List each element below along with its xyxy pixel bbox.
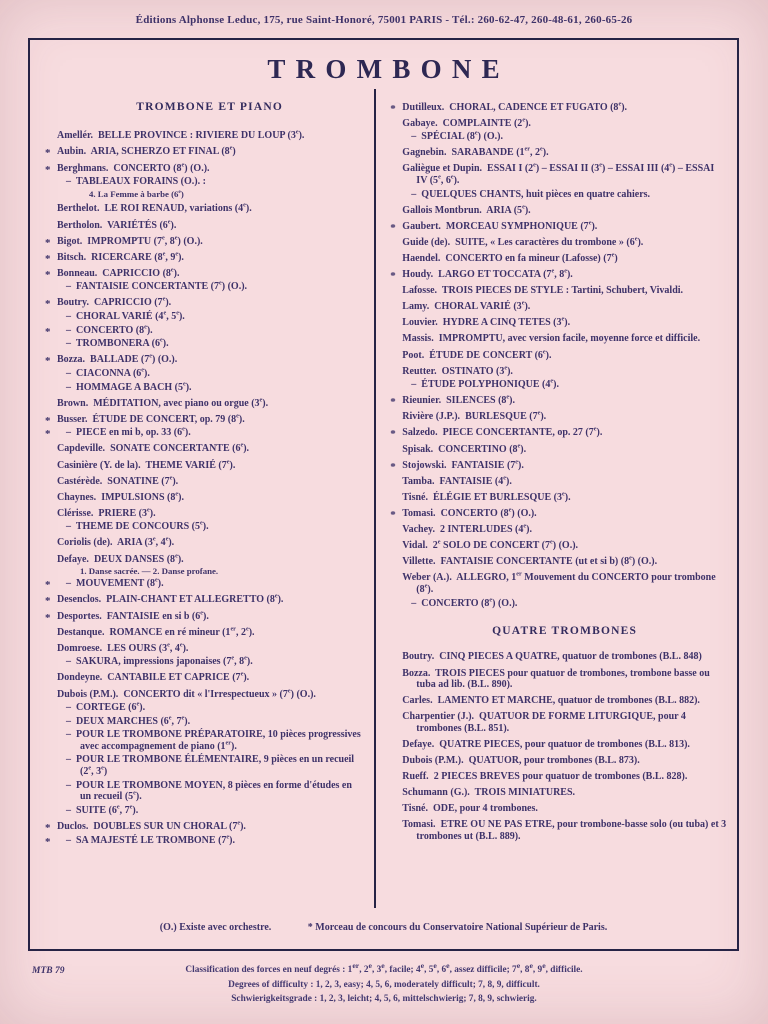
- work-title: CIACONNA (6e).: [76, 366, 150, 379]
- composer-name: Berghmans.: [57, 162, 109, 174]
- composer-name: Boutry.: [402, 651, 435, 663]
- catalog-entry: [402, 492, 727, 504]
- work-title: CONCERTO en fa mineur (Lafosse) (7e): [445, 251, 618, 264]
- same-author-dash: –: [66, 521, 71, 533]
- composer-name: Gagnebin.: [402, 147, 447, 159]
- catalog-entry: [402, 118, 727, 130]
- work-title: TROIS PIECES pour quatuor de trombones, trombone basse ou tuba ad lib. (B.L. 890).: [416, 667, 710, 691]
- catalog-entry: [45, 296, 362, 311]
- same-author-dash: –: [411, 379, 417, 391]
- work-title: MOUVEMENT (8e).: [76, 577, 164, 590]
- composer-name: Guide (de).: [402, 236, 451, 248]
- concours-star-marker: *: [45, 298, 51, 311]
- work-title: CONCERTO (8e) (O.).: [440, 506, 537, 519]
- catalog-entry: [45, 234, 362, 249]
- composer-name: Rieunier.: [402, 395, 442, 407]
- composer-name: Weber (A.).: [402, 572, 452, 584]
- composer-name: Charpentier (J.).: [402, 711, 475, 723]
- composer-name: Bitsch.: [57, 251, 87, 263]
- work-title: LARGO ET TOCCATA (7e, 8e).: [438, 267, 573, 281]
- catalog-entry: [402, 540, 727, 552]
- work-title: SUITE, « Les caractères du trombone » (6e).: [455, 235, 644, 248]
- same-author-dash: –: [66, 176, 71, 188]
- catalog-entry: [402, 317, 727, 329]
- composer-name: Bigot.: [57, 235, 83, 247]
- work-title: SUITE (6e, 7e).: [76, 803, 139, 816]
- catalog-entry: [57, 460, 362, 472]
- entry-note: 1. Danse sacrée. — 2. Danse profane.: [80, 566, 219, 577]
- catalog-entry: [390, 267, 727, 283]
- catalog-entry: [402, 333, 727, 345]
- catalog-entry: [402, 366, 727, 378]
- same-author-dash: –: [66, 779, 71, 791]
- composer-name: Tisné.: [402, 803, 428, 815]
- catalog-entry: [402, 711, 727, 734]
- footnote-concours: * Morceau de concours du Conservatoire National Supérieur de Paris.: [307, 922, 608, 933]
- composer-name: Castérède.: [57, 475, 103, 487]
- catalog-entry: [66, 338, 362, 350]
- column-trombone-et-piano: [30, 97, 374, 908]
- catalog-entry: [66, 716, 362, 728]
- work-title: CORTEGE (6e).: [76, 700, 146, 714]
- catalog-entry: [66, 729, 362, 752]
- composer-name: Bonneau.: [57, 267, 98, 279]
- same-author-dash: –: [66, 281, 71, 293]
- catalog-entry: [45, 577, 362, 592]
- catalog-entry: [411, 379, 727, 391]
- work-title: CONCERTO dit « l'Irrespectueux » (7e) (O.).: [123, 687, 316, 700]
- same-author-dash: –: [66, 804, 71, 816]
- classification-en: Degrees of difficulty : 1, 2, 3, easy; 4, 5, 6, moderately difficult; 7, 8, 9, difficult.: [228, 979, 540, 990]
- catalog-entry: [66, 281, 362, 293]
- composer-name: Reutter.: [402, 365, 437, 377]
- same-author-dash: –: [66, 656, 71, 668]
- composer-name: Desportes.: [57, 610, 102, 622]
- work-title: SARABANDE (1er, 2e).: [451, 145, 549, 159]
- composer-name: Brown.: [57, 397, 89, 409]
- work-title: CONCERTO (8e) (O.).: [421, 596, 518, 609]
- work-title: DEUX MARCHES (6e, 7e).: [76, 714, 191, 727]
- composer-name: Amellér.: [57, 130, 94, 142]
- composer-name: Domroese.: [57, 642, 103, 654]
- composer-name: Casinière (Y. de la).: [57, 459, 141, 471]
- work-title: MORCEAU SYMPHONIQUE (7e).: [445, 219, 598, 232]
- catalog-entry: [66, 780, 362, 803]
- composer-name: Poot.: [402, 349, 425, 361]
- catalog-entry: [402, 695, 727, 707]
- work-title: CANTABILE ET CAPRICE (7e).: [107, 671, 250, 684]
- entry-list-right: [390, 100, 727, 610]
- composer-name: Rivière (J.P.).: [402, 411, 461, 423]
- work-title: FANTAISIE (4e).: [439, 474, 512, 487]
- same-author-dash: –: [66, 729, 71, 741]
- work-title: SAKURA, impressions japonaises (7e, 8e).: [76, 655, 253, 668]
- catalog-columns: [30, 91, 737, 908]
- work-title: 2 PIECES BREVES pour quatuor de trombones (B.L. 828).: [433, 771, 688, 783]
- concours-star-marker: *: [45, 428, 51, 441]
- catalog-entry: [45, 593, 362, 608]
- work-title: QUATRE PIECES, pour quatuor de trombones (B.L. 813).: [439, 738, 690, 750]
- concours-star-marker: *: [45, 268, 51, 281]
- composer-name: Villette.: [402, 556, 436, 568]
- same-author-dash: –: [411, 597, 417, 609]
- catalog-entry: [57, 443, 362, 455]
- composer-name: Vachey.: [402, 524, 435, 536]
- work-title: LES OURS (3e, 4e).: [107, 641, 189, 654]
- composer-name: Tamba.: [402, 475, 435, 487]
- work-title: SONATE CONCERTANTE (6e).: [110, 442, 250, 455]
- work-title: ETRE OU NE PAS ETRE, pour trombone-basse solo (ou tuba) et 3 trombones ut (B.L. 889).: [416, 819, 727, 843]
- work-title: ÉTUDE DE CONCERT (6e).: [429, 348, 552, 361]
- concours-star-marker: *: [390, 396, 396, 409]
- catalog-entry: [402, 301, 727, 313]
- work-title: POUR LE TROMBONE MOYEN, 8 pièces en forme d'études en un recueil (5e).: [76, 779, 352, 803]
- plate-number: MTB 79: [32, 966, 65, 976]
- same-author-dash: –: [66, 367, 71, 379]
- work-title: CAPRICCIO (7e).: [93, 296, 172, 309]
- concours-star-marker: *: [45, 579, 51, 592]
- concours-star-marker: *: [45, 163, 51, 176]
- concours-star-marker: *: [390, 428, 396, 441]
- catalog-box: [28, 38, 739, 951]
- catalog-entry: [66, 805, 362, 817]
- section-heading-quatre-trombones: QUATRE TROMBONES: [492, 625, 638, 638]
- publisher-line: Éditions Alphonse Leduc, 175, rue Saint-Honoré, 75001 PARIS - Tél.: 260-62-47, 260-48-61, 260-65-26: [135, 14, 633, 26]
- concours-star-marker: *: [45, 325, 51, 338]
- work-title: ÉTUDE POLYPHONIQUE (4e).: [421, 377, 559, 391]
- work-title: DEUX DANSES (8e).: [93, 552, 184, 565]
- work-title: CAPRICCIO (8e).: [102, 266, 180, 279]
- catalog-entry: [402, 787, 727, 799]
- catalog-entry: [402, 350, 727, 362]
- work-title: CINQ PIECES A QUATRE, quatuor de trombones (B.L. 848): [439, 651, 702, 663]
- same-author-dash: –: [66, 338, 71, 350]
- work-title: ROMANCE en ré mineur (1er, 2e).: [109, 625, 255, 638]
- composer-name: Tisné.: [402, 491, 428, 503]
- work-title: MÉDITATION, avec piano ou orgue (3e).: [93, 396, 269, 409]
- catalog-entry: [57, 537, 362, 549]
- composer-name: Dubois (P.M.).: [57, 688, 119, 700]
- composer-name: Haendel.: [402, 252, 441, 264]
- same-author-dash: –: [66, 311, 71, 323]
- concours-star-marker: *: [45, 236, 51, 249]
- composer-name: Louvier.: [402, 317, 438, 329]
- work-title: POUR LE TROMBONE ÉLÉMENTAIRE, 9 pièces en un recueil (2e, 3e): [76, 754, 355, 778]
- work-title: FANTAISIE CONCERTANTE (7e) (O.).: [76, 280, 248, 293]
- composer-name: Berthelot.: [57, 203, 100, 215]
- composer-name: Tomasi.: [402, 819, 436, 831]
- catalog-entry: [66, 702, 362, 714]
- page-title: TROMBONE: [267, 54, 510, 84]
- concours-star-marker: *: [390, 221, 396, 234]
- catalog-entry: [66, 656, 362, 668]
- catalog-entry: [45, 145, 362, 160]
- composer-name: Chaynes.: [57, 491, 97, 503]
- work-title: 2 INTERLUDES (4e).: [440, 522, 532, 536]
- work-title: SA MAJESTÉ LE TROMBONE (7e).: [76, 833, 235, 846]
- catalog-entry: [57, 398, 362, 410]
- same-author-dash: –: [66, 324, 71, 336]
- catalog-entry: [66, 382, 362, 394]
- work-title: ESSAI I (2e) – ESSAI II (3e) – ESSAI III (4e) – ESSAI IV (5e, 6e).: [416, 162, 715, 186]
- work-title: CHORAL VARIÉ (4e, 5e).: [76, 309, 185, 323]
- work-title: PIECE en mi b, op. 33 (6e).: [76, 425, 191, 439]
- catalog-entry: [390, 506, 727, 521]
- work-title: TROMBONERA (6e).: [75, 336, 169, 350]
- work-title: ALLEGRO, 1er Mouvement du CONCERTO pour trombone (8e).: [416, 570, 716, 595]
- catalog-entry: [402, 739, 727, 751]
- concours-star-marker: *: [45, 611, 51, 624]
- catalog-entry: [402, 668, 727, 691]
- catalog-entry: [402, 411, 727, 423]
- catalog-entry: [411, 189, 727, 201]
- work-title: SONATINE (7e).: [107, 474, 179, 487]
- work-title: TABLEAUX FORAINS (O.). :: [75, 176, 206, 188]
- work-title: LE ROI RENAUD, variations (4e).: [104, 202, 252, 215]
- composer-name: Bozza.: [57, 354, 86, 366]
- work-title: IMPULSIONS (8e).: [101, 490, 184, 503]
- work-title: SILENCES (8e).: [446, 393, 516, 407]
- catalog-entry: [57, 672, 362, 684]
- entry-list-quatre-trombones: [402, 651, 727, 842]
- composer-name: Vidal.: [402, 540, 428, 552]
- entry-note: 4. La Femme à barbe (6e): [89, 188, 184, 199]
- catalog-entry: [45, 412, 362, 427]
- catalog-entry: [402, 755, 727, 767]
- catalog-entry: [402, 253, 727, 265]
- same-author-dash: –: [66, 754, 71, 766]
- catalog-entry: [66, 368, 362, 380]
- classification-de: Schwierigkeitsgrade : 1, 2, 3, leicht; 4, 5, 6, mittelschwierig; 7, 8, 9, schwierig.: [231, 993, 537, 1004]
- composer-name: Defaye.: [402, 738, 435, 750]
- catalog-entry: [66, 176, 362, 199]
- catalog-entry: [57, 203, 362, 215]
- work-title: CONCERTO (8e).: [76, 323, 153, 336]
- concours-star-marker: *: [45, 835, 51, 848]
- work-title: ODE, pour 4 trombones.: [432, 803, 538, 815]
- work-title: POUR LE TROMBONE PRÉPARATOIRE, 10 pièces progressives avec accompagnement de piano (1er).: [76, 729, 361, 752]
- composer-name: Clérisse.: [57, 507, 94, 519]
- composer-name: Destanque.: [57, 626, 105, 638]
- work-title: ÉTUDE DE CONCERT, op. 79 (8e).: [92, 412, 245, 425]
- composer-name: Galiègue et Dupin.: [402, 163, 483, 175]
- work-title: THEME VARIÉ (7e).: [145, 458, 236, 471]
- catalog-entry: [66, 311, 362, 323]
- work-title: CHORAL, CADENCE ET FUGATO (8e).: [449, 100, 628, 113]
- same-author-dash: –: [66, 381, 71, 393]
- composer-name: Schumann (G.).: [402, 787, 470, 799]
- work-title: CONCERTO (8e) (O.).: [113, 161, 210, 174]
- catalog-entry: [402, 556, 727, 568]
- entry-list-trombone-et-piano: [45, 129, 362, 848]
- catalog-entry: [402, 147, 727, 159]
- composer-name: Houdy.: [402, 269, 434, 281]
- work-title: BELLE PROVINCE : RIVIERE DU LOUP (3e).: [98, 129, 305, 142]
- work-title: QUATUOR, pour trombones (B.L. 873).: [468, 755, 640, 767]
- catalog-entry: [402, 819, 727, 842]
- catalog-entry: [390, 219, 727, 234]
- catalog-entry: [57, 627, 362, 639]
- catalog-entry: [45, 353, 362, 368]
- composer-name: Capdeville.: [57, 443, 106, 455]
- same-author-dash: –: [66, 427, 71, 439]
- same-author-dash: –: [411, 131, 417, 143]
- composer-name: Salzedo.: [402, 427, 438, 439]
- same-author-dash: –: [411, 188, 417, 200]
- composer-name: Dubois (P.M.).: [402, 755, 464, 767]
- catalog-entry: [402, 803, 727, 815]
- composer-name: Coriolis (de).: [57, 537, 113, 549]
- concours-star-marker: *: [390, 508, 396, 521]
- concours-star-marker: *: [45, 821, 51, 834]
- composer-name: Duclos.: [57, 820, 89, 832]
- composer-name: Tomasi.: [402, 507, 436, 519]
- work-title: QUATUOR DE FORME LITURGIQUE, pour 4 trombones (B.L. 851).: [416, 711, 686, 734]
- catalog-entry: [45, 833, 362, 848]
- work-title: COMPLAINTE (2e).: [442, 116, 531, 129]
- catalog-entry: [402, 572, 727, 595]
- work-title: FANTAISIE en si b (6e).: [106, 609, 209, 622]
- composer-name: Busser.: [57, 413, 88, 425]
- catalog-entry: [66, 521, 362, 533]
- composer-name: Spisak.: [402, 443, 434, 455]
- concours-star-marker: *: [390, 460, 396, 473]
- work-title: ARIA, SCHERZO ET FINAL (8e): [90, 145, 236, 158]
- composer-name: Dondeyne.: [57, 672, 103, 684]
- work-title: 2e SOLO DE CONCERT (7e) (O.).: [432, 538, 579, 552]
- work-title: BURLESQUE (7e).: [465, 410, 547, 423]
- catalog-entry: [66, 754, 362, 777]
- composer-name: Defaye.: [57, 553, 89, 565]
- classification-fr: Classification des forces en neuf degrés : 1er, 2e, 3e, facile; 4e, 5e, 6e, assez difficile; 7e, 8e, 9e, difficile.: [185, 961, 583, 976]
- catalog-entry: [57, 689, 362, 701]
- work-title: IMPROMPTU, avec version facile, moyenne force et difficile.: [438, 333, 701, 345]
- work-title: SPÉCIAL (8e) (O.).: [421, 129, 503, 143]
- work-title: PIECE CONCERTANTE, op. 27 (7e).: [442, 426, 603, 439]
- catalog-entry: [45, 250, 362, 265]
- catalog-entry: [402, 524, 727, 536]
- composer-name: Gallois Montbrun.: [402, 204, 482, 216]
- work-title: VARIÉTÉS (6e).: [107, 218, 177, 231]
- composer-name: Bozza.: [402, 667, 431, 679]
- concours-star-marker: *: [45, 252, 51, 265]
- work-title: LAMENTO ET MARCHE, quatuor de trombones (B.L. 882).: [437, 695, 700, 707]
- composer-name: Bertholon.: [57, 219, 103, 231]
- catalog-entry: [57, 130, 362, 142]
- composer-name: Gabaye.: [402, 117, 438, 129]
- work-title: PLAIN-CHANT ET ALLEGRETTO (8e).: [106, 593, 284, 606]
- composer-name: Gaubert.: [402, 220, 441, 232]
- work-title: FANTAISIE (7e).: [451, 458, 524, 471]
- work-title: TROIS MINIATURES.: [474, 787, 576, 799]
- concours-star-marker: *: [390, 270, 396, 283]
- catalog-entry: [402, 205, 727, 217]
- column-divider: [374, 89, 376, 908]
- composer-name: Massis.: [402, 333, 434, 345]
- composer-name: Boutry.: [57, 297, 89, 309]
- catalog-entry: [390, 426, 727, 441]
- composer-name: Lamy.: [402, 301, 430, 313]
- catalog-entry: [390, 100, 727, 115]
- catalog-entry: [402, 651, 727, 663]
- catalog-entry: [57, 643, 362, 655]
- catalog-entry: [57, 554, 362, 577]
- catalog-entry: [45, 609, 362, 624]
- concours-star-marker: *: [45, 147, 51, 160]
- concours-star-marker: *: [390, 102, 396, 115]
- column-right: [374, 97, 737, 908]
- work-title: ARIA (3e, 4e).: [117, 536, 175, 549]
- work-title: DOUBLES SUR UN CHORAL (7e).: [93, 819, 246, 832]
- composer-name: Aubin.: [57, 146, 87, 158]
- catalog-entry: [57, 508, 362, 520]
- catalog-entry: [57, 492, 362, 504]
- footer-classification: [0, 960, 768, 1006]
- catalog-entry: [45, 323, 362, 338]
- concours-star-marker: *: [45, 355, 51, 368]
- catalog-entry: [390, 458, 727, 473]
- work-title: OSTINATO (3e).: [441, 364, 513, 377]
- footnote-orchestra: (O.) Existe avec orchestre.: [159, 922, 272, 933]
- work-title: ÉLÉGIE ET BURLESQUE (3e).: [432, 490, 571, 503]
- work-title: CHORAL VARIÉ (3e).: [434, 299, 531, 313]
- catalog-entry: [390, 393, 727, 409]
- work-title: PRIERE (3e).: [98, 506, 156, 519]
- concours-star-marker: *: [45, 595, 51, 608]
- catalog-entry: [411, 598, 727, 610]
- catalog-entry: [402, 237, 727, 249]
- composer-name: Stojowski.: [402, 459, 447, 471]
- catalog-entry: [402, 771, 727, 783]
- catalog-entry: [402, 476, 727, 488]
- work-title: HOMMAGE A BACH (5e).: [76, 380, 192, 393]
- catalog-entry: [402, 163, 727, 186]
- work-title: ARIA (5e).: [486, 203, 531, 216]
- catalog-entry: [57, 220, 362, 232]
- catalog-entry: [402, 444, 727, 456]
- catalog-entry: [402, 285, 727, 297]
- work-title: RICERCARE (8e, 9e).: [91, 250, 184, 263]
- composer-name: Desenclos.: [57, 594, 102, 606]
- work-title: THEME DE CONCOURS (5e).: [75, 520, 209, 533]
- catalog-entry: [45, 425, 362, 441]
- work-title: QUELQUES CHANTS, huit pièces en quatre cahiers.: [421, 188, 651, 200]
- composer-name: Dutilleux.: [402, 101, 445, 113]
- work-title: HYDRE A CINQ TETES (3e).: [442, 315, 571, 329]
- concours-star-marker: *: [45, 414, 51, 427]
- catalog-entry: [411, 131, 727, 143]
- same-author-dash: –: [66, 702, 71, 714]
- composer-name: Lafosse.: [402, 285, 438, 297]
- same-author-dash: –: [66, 578, 71, 590]
- catalog-entry: [45, 161, 362, 176]
- catalog-entry: [45, 266, 362, 281]
- composer-name: Carles.: [402, 695, 433, 707]
- same-author-dash: –: [66, 834, 71, 846]
- catalog-entry: [45, 819, 362, 834]
- work-title: TROIS PIECES DE STYLE : Tartini, Schubert, Vivaldi.: [441, 285, 684, 297]
- composer-name: Rueff.: [402, 771, 429, 783]
- catalog-entry: [57, 476, 362, 488]
- work-title: BALLADE (7e) (O.).: [90, 353, 178, 366]
- work-title: FANTAISIE CONCERTANTE (ut et si b) (8e) (O.).: [440, 554, 658, 568]
- same-author-dash: –: [66, 715, 71, 727]
- work-title: CONCERTINO (8e).: [438, 442, 527, 455]
- work-title: IMPROMPTU (7e, 8e) (O.).: [87, 234, 203, 247]
- footnote: [30, 922, 737, 933]
- section-heading-trombone-et-piano: TROMBONE ET PIANO: [136, 101, 283, 113]
